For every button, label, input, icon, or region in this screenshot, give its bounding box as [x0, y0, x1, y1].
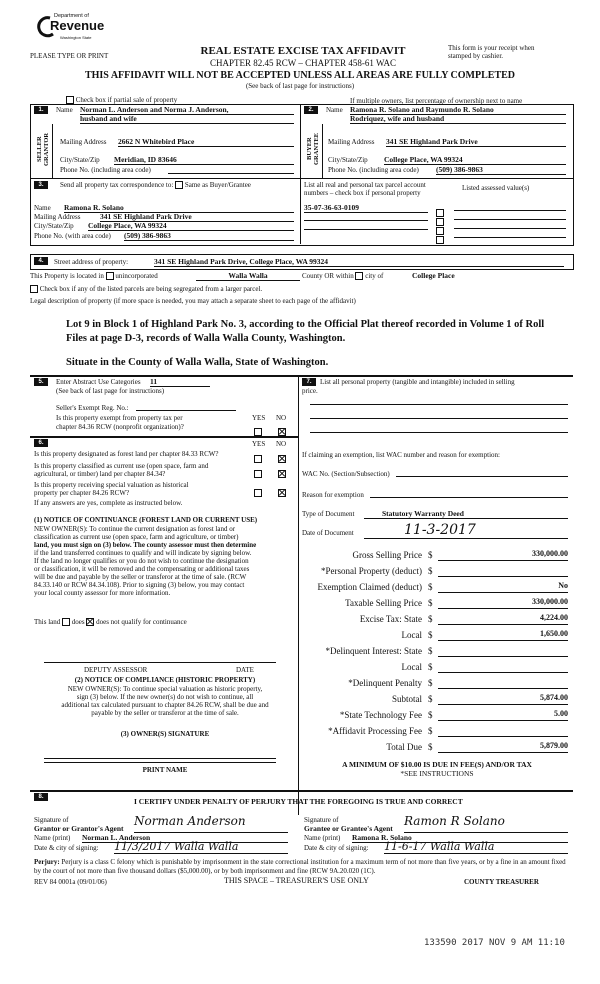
continuance-line: NEW OWNER(S): To continue the current designation as forest land or [34, 525, 236, 533]
fee-value[interactable]: 330,000.00 [438, 549, 568, 561]
see-instructions: *SEE INSTRUCTIONS [400, 769, 474, 778]
please-type: PLEASE TYPE OR PRINT [30, 52, 109, 60]
abstract-value[interactable]: 11 [150, 377, 210, 387]
historic-line: additional tax calculated pursuant to chapter 84.26 RCW, shall be due and [61, 701, 269, 709]
same-as-buyer-label: Same as Buyer/Grantee [184, 181, 251, 189]
grantor-sig-label1: Signature of [34, 816, 69, 824]
sec6-yes: YES [252, 440, 266, 448]
q-current-use-a: Is this property classified as current use (open space, farm and [34, 462, 209, 470]
sec3-mailing[interactable]: 341 SE Highland Park Drive [100, 212, 294, 222]
fee-label: Total Due [386, 742, 422, 752]
exempt-q1: Is this property exempt from property tax per [56, 414, 183, 422]
this-land-label: This land [34, 618, 61, 626]
grantor-signature[interactable]: Norman Anderson [134, 814, 288, 833]
sec7-num: 7. [302, 378, 316, 386]
buyer-city[interactable]: College Place, WA 99324 [384, 155, 566, 165]
legal-label: Legal description of property (if more space is needed, you may attach a separate sheet to each page of the affidavit) [30, 297, 356, 305]
sec2-num: 2. [304, 106, 318, 114]
owner-sig-label: (3) OWNER(S) SIGNATURE [120, 730, 210, 738]
personal-prop-line[interactable] [310, 432, 568, 433]
q-if-yes: If any answers are yes, complete as instructed below. [34, 499, 183, 507]
sec6-top-rule [30, 436, 298, 438]
sec3-phone-label: Phone No. (with area code) [34, 232, 111, 240]
grantee-sig-label1: Signature of [304, 816, 339, 824]
personal-prop-line[interactable] [310, 418, 568, 419]
personal-prop-line[interactable] [310, 404, 568, 405]
fee-currency: $ [428, 646, 433, 656]
fee-value[interactable]: 5,874.00 [438, 693, 568, 705]
fee-currency: $ [428, 742, 433, 752]
grantor-date[interactable]: 11/3/2017 Walla Walla [114, 840, 288, 854]
fee-currency: $ [428, 630, 433, 640]
fee-label: *Personal Property (deduct) [321, 566, 422, 576]
sec3-city-label: City/State/Zip [34, 222, 74, 230]
buyer-phone-label: Phone No. (including area code) [328, 166, 419, 174]
segregated-checkbox[interactable] [30, 285, 38, 293]
sec3-send-row [60, 181, 251, 189]
fee-row [302, 580, 572, 594]
does-label: does [71, 618, 85, 626]
receipt-note: This form is your receipt when stamped by cashier. [448, 44, 535, 60]
buyer-vlabel: BUYER GRANTEE [306, 132, 320, 166]
treasurer-use: THIS SPACE – TREASURER'S USE ONLY [224, 876, 369, 885]
fee-row [302, 612, 572, 626]
historic-no [278, 484, 286, 502]
fee-value[interactable]: No [438, 581, 568, 593]
buyer-mailing[interactable]: 341 SE Highland Park Drive [386, 137, 566, 147]
personal-prop-label2: price. [302, 387, 318, 395]
sec4-num: 4. [34, 257, 48, 265]
seller-mailing-label: Mailing Address [60, 138, 107, 146]
fee-row [302, 708, 572, 722]
street-address[interactable]: 341 SE Highland Park Drive, College Place, WA 99324 [154, 257, 564, 267]
sec8-num: 8. [34, 793, 48, 801]
parcel-4-personal [436, 231, 444, 249]
continuance-line: your local county assessor for more information. [34, 589, 171, 597]
street-label: Street address of property: [54, 258, 129, 266]
does-checkbox[interactable] [62, 618, 70, 626]
exempt-no [278, 423, 286, 441]
abstract-see-back: (See back of last page for instructions) [56, 387, 165, 395]
does-not-checkbox[interactable] [86, 618, 94, 626]
reason-value[interactable] [370, 497, 568, 498]
exempt-reg-value[interactable] [136, 410, 236, 411]
fee-value[interactable] [438, 661, 568, 673]
grantor-sig-label2: Grantor or Grantor's Agent [34, 824, 124, 833]
seller-mailing[interactable]: 2662 N Whitebird Place [118, 137, 294, 147]
forest-no-checkbox[interactable] [278, 455, 286, 463]
seller-name2[interactable]: husband and wife [80, 114, 294, 124]
historic-title: (2) NOTICE OF COMPLIANCE (HISTORIC PROPERTY) [74, 676, 256, 684]
historic-line: payable by the seller or transferor at the time of sale. [91, 709, 239, 717]
fee-row [302, 740, 572, 754]
assessed-1[interactable] [454, 210, 566, 211]
fee-currency: $ [428, 710, 433, 720]
fee-currency: $ [428, 614, 433, 624]
fee-label: Excise Tax: State [359, 614, 422, 624]
continuance-title: (1) NOTICE OF CONTINUANCE (FOREST LAND OR CURRENT USE) [34, 516, 258, 524]
buyer-mailing-label: Mailing Address [328, 138, 375, 146]
current-use-no-checkbox[interactable] [278, 470, 286, 478]
seller-vlabel: SELLER GRANTOR [36, 132, 50, 166]
within-city-checkbox[interactable] [355, 272, 363, 280]
fee-label: Local [401, 630, 422, 640]
fee-label: Gross Selling Price [352, 550, 422, 560]
logo-state: Washington State [60, 35, 92, 40]
seller-city-label: City/State/Zip [60, 156, 100, 164]
wac-no-label: WAC No. (Section/Subsection) [302, 470, 390, 478]
assessed-3[interactable] [454, 228, 566, 229]
grantee-sig-label2: Grantee or Grantee's Agent [304, 824, 393, 833]
sec5-7-divider [298, 375, 299, 815]
grantor-date-label: Date & city of signing: [34, 844, 99, 852]
sec3-num: 3. [34, 181, 48, 189]
fee-value[interactable] [438, 725, 568, 737]
segregated-row [30, 285, 262, 293]
fee-row [302, 692, 572, 706]
logo-dept: Department of [54, 13, 89, 19]
dor-logo [36, 12, 105, 46]
historic-text [34, 685, 296, 717]
fee-row [302, 724, 572, 738]
does-not-label: does not qualify for continuance [96, 618, 187, 626]
see-back: (See back of last page for instructions) [245, 82, 355, 90]
q-historic-b: property per chapter 84.26 RCW? [34, 489, 130, 497]
reason-label: Reason for exemption [302, 491, 364, 499]
fee-value[interactable]: 5.00 [438, 709, 568, 721]
seller-city[interactable]: Meridian, ID 83646 [114, 155, 294, 165]
abstract-label: Enter Abstract Use Categories [56, 378, 141, 386]
buyer-city-label: City/State/Zip [328, 156, 368, 164]
doc-type-label: Type of Document [302, 510, 355, 518]
fee-currency: $ [428, 726, 433, 736]
continuance-line: 84.33.140 or RCW 84.34.108). Prior to signing (3) below, you may contact [34, 581, 245, 589]
fee-currency: $ [428, 598, 433, 608]
fee-label: Taxable Selling Price [345, 598, 422, 608]
city-name[interactable]: College Place [412, 271, 455, 280]
parties-hline [30, 178, 573, 179]
unincorporated-label: unincorporated [115, 272, 158, 280]
current-use-yes [254, 465, 262, 483]
sec3-phone[interactable]: (509) 386-9863 [124, 231, 294, 241]
parcel-header: List all real and personal tax parcel account numbers – check box if personal property [304, 181, 426, 197]
grantee-name-label: Name (print) [304, 834, 341, 842]
exempt-yes [254, 423, 262, 441]
grantor-name[interactable]: Norman L. Anderson [82, 833, 288, 843]
fee-currency: $ [428, 550, 433, 560]
sec5-yes: YES [252, 414, 266, 422]
sec3-name[interactable]: Ramona R. Solano [64, 203, 294, 213]
grantee-date[interactable]: 11-6-17 Walla Walla [384, 840, 568, 854]
grantor-name-label: Name (print) [34, 834, 71, 842]
personal-prop-label1: List all personal property (tangible and intangible) included in selling [320, 378, 515, 386]
segregated-label: Check box if any of the listed parcels are being segregated from a larger parcel. [39, 285, 263, 293]
fee-value[interactable] [438, 645, 568, 657]
fee-currency: $ [428, 678, 433, 688]
located-label: This Property is located in [30, 272, 104, 280]
certify-text: I CERTIFY UNDER PENALTY OF PERJURY THAT THE FOREGOING IS TRUE AND CORRECT [134, 797, 463, 806]
perjury-label: Perjury: [34, 858, 60, 866]
assessed-2[interactable] [454, 219, 566, 220]
sec5-top-rule [30, 375, 573, 377]
fee-value[interactable]: 1,650.00 [438, 629, 568, 641]
buyer-name1[interactable]: Ramona R. Solano and Raymundo R. Solano [350, 105, 566, 115]
fee-value[interactable] [438, 677, 568, 689]
sec3-mailing-label: Mailing Address [34, 213, 81, 221]
sec3-city[interactable]: College Place, WA 99324 [88, 221, 294, 231]
fee-value[interactable]: 4,224.00 [438, 613, 568, 625]
doc-type-value[interactable]: Statutory Warranty Deed [364, 509, 568, 519]
current-use-yes-checkbox[interactable] [254, 470, 262, 478]
seller-phone[interactable] [168, 165, 294, 174]
city-of-label: city of [365, 272, 384, 280]
continuance-line: if the land transferred continues to qualify and will indicate by signing below. [34, 549, 252, 557]
fee-row [302, 660, 572, 674]
doc-date-label: Date of Document [302, 529, 354, 537]
grantee-name[interactable]: Ramona R. Solano [352, 833, 568, 843]
county-or-row [302, 272, 383, 280]
doc-date-value[interactable]: 11-3-2017 [364, 522, 568, 539]
minimum-note: A MINIMUM OF $10.00 IS DUE IN FEE(S) AND/OR TAX [342, 760, 532, 769]
fee-label: Exemption Claimed (deduct) [317, 582, 422, 592]
historic-yes [254, 484, 262, 502]
wac-claim-label: If claiming an exemption, list WAC number and reason for exemption: [302, 451, 500, 459]
perjury-note [34, 858, 570, 875]
historic-line: NEW OWNER(S): To continue special valuation as historic property, [67, 685, 263, 693]
fee-row [302, 548, 572, 562]
wac-no-value[interactable] [396, 476, 568, 477]
fee-row [302, 676, 572, 690]
parcel-4-checkbox[interactable] [436, 236, 444, 244]
print-name-line[interactable] [44, 762, 276, 763]
parties-divider [300, 104, 301, 178]
fee-row [302, 644, 572, 658]
fee-row [302, 564, 572, 578]
fee-label: *Delinquent Interest: State [325, 646, 422, 656]
q-historic-a: Is this property receiving special valuation as historical [34, 481, 189, 489]
buyer-vline [322, 124, 323, 178]
sec3-send-label: Send all property tax correspondence to: [60, 181, 174, 189]
continuance-line: or classification, it will be removed and the compensating or additional taxes [34, 565, 250, 573]
fee-label: *State Technology Fee [339, 710, 422, 720]
fee-currency: $ [428, 582, 433, 592]
county-or-label: County OR [302, 272, 335, 280]
q-forest: Is this property designated as forest land per chapter 84.33 RCW? [34, 450, 219, 458]
partial-sale-label: Check box if partial sale of property [75, 96, 178, 104]
deputy-line[interactable] [44, 662, 276, 663]
recording-stamp: 133590 2017 NOV 9 AM 11:10 [424, 938, 565, 948]
sec5-num: 5. [34, 378, 48, 386]
situate-text: Situate in the County of Walla Walla, State of Washington. [66, 357, 329, 368]
fee-currency: $ [428, 566, 433, 576]
within-label: within [335, 272, 354, 280]
continuance-line: If the land no longer qualifies or you do not wish to continue the designation [34, 557, 249, 565]
unincorporated-checkbox[interactable] [106, 272, 114, 280]
forest-yes-checkbox[interactable] [254, 455, 262, 463]
fee-label: Local [401, 662, 422, 672]
sec6-no: NO [276, 440, 287, 448]
form-title: REAL ESTATE EXCISE TAX AFFIDAVIT [200, 45, 406, 57]
county-treasurer: COUNTY TREASURER [464, 878, 539, 886]
same-as-buyer-checkbox[interactable] [175, 181, 183, 189]
assessed-4[interactable] [454, 237, 566, 238]
historic-line: sign (3) below. If the new owner(s) do not wish to continue, all [76, 693, 254, 701]
sec1-num: 1. [34, 106, 48, 114]
parcel-3[interactable] [304, 229, 428, 230]
historic-no-checkbox[interactable] [278, 489, 286, 497]
this-land-row [34, 618, 187, 626]
sec6-num: 6. [34, 439, 48, 447]
form-rev: REV 84 0001a (09/01/06) [34, 878, 107, 886]
legal-description[interactable]: Lot 9 in Block 1 of Highland Park No. 3, according to the Official Plat thereof recorded in Volume 1 of Roll Files at page D-3, records of Walla Walla County, Washington. [66, 319, 545, 344]
county-name[interactable]: Walla Walla [196, 271, 300, 281]
fee-row [302, 596, 572, 610]
continuance-line: classification as current use (open space, farm and agriculture, or timber) [34, 533, 239, 541]
buyer-name-label: Name [326, 106, 343, 114]
fee-value[interactable]: 330,000.00 [438, 597, 568, 609]
grantee-date-label: Date & city of signing: [304, 844, 369, 852]
seller-phone-label: Phone No. (including area code) [60, 166, 151, 174]
continuance-line: land, you must sign on (3) below. The county assessor must then determine [34, 541, 257, 549]
historic-yes-checkbox[interactable] [254, 489, 262, 497]
fee-label: Subtotal [391, 694, 422, 704]
grantee-signature[interactable]: Ramon R Solano [404, 814, 568, 833]
exempt-reg-label: Seller's Exempt Reg. No.: [56, 404, 129, 412]
continuance-text [34, 525, 296, 597]
buyer-name2[interactable]: Rodriquez, wife and husband [350, 114, 566, 124]
form-subtitle: CHAPTER 82.45 RCW – CHAPTER 458-61 WAC [210, 58, 396, 68]
continuance-line: will be due and payable by the seller or transferor at the time of sale. (RCW [34, 573, 247, 581]
parcel-1[interactable]: 35-07-36-63-0109 [304, 203, 428, 213]
sec8-top-rule [30, 790, 573, 792]
fee-label: *Affidavit Processing Fee [328, 726, 422, 736]
buyer-phone[interactable]: (509) 386-9863 [436, 165, 566, 175]
deputy-date-label: DATE [236, 666, 254, 674]
print-name-label: PRINT NAME [142, 766, 188, 774]
sec3-name-label: Name [34, 204, 51, 212]
sec3-divider [300, 178, 301, 244]
perjury-text: Perjury is a class C felony which is punishable by imprisonment in the state correctional institution for a maximum term of not more than five years, or by a fine in an amount fixed by the court of not more than five thousand dollars ($5,000.00), or by both imprisonment and fine (RCW 9A.20.020 (1C). [34, 858, 566, 875]
fee-currency: $ [428, 694, 433, 704]
seller-vline [52, 124, 53, 178]
assessed-header: Listed assessed value(s) [462, 184, 530, 192]
current-use-no [278, 465, 286, 483]
parcel-2[interactable] [304, 220, 428, 221]
warning: THIS AFFIDAVIT WILL NOT BE ACCEPTED UNLESS ALL AREAS ARE FULLY COMPLETED [84, 70, 516, 81]
fee-label: *Delinquent Penalty [348, 678, 422, 688]
seller-name-label: Name [56, 106, 73, 114]
seller-name1[interactable]: Norman L. Anderson and Norma J. Anderson, [80, 105, 294, 115]
logo-name: Revenue [50, 18, 105, 33]
fee-value[interactable]: 5,879.00 [438, 741, 568, 753]
fee-value[interactable] [438, 565, 568, 577]
fee-row [302, 628, 572, 642]
exempt-q2: chapter 84.36 RCW (nonprofit organization)? [56, 423, 184, 431]
located-row [30, 272, 158, 280]
q-current-use-b: agricultural, or timber) land per chapter 84.34? [34, 470, 166, 478]
fee-currency: $ [428, 662, 433, 672]
multiple-owners-note: If multiple owners, list percentage of ownership next to name [350, 97, 523, 105]
owner-sig-line[interactable] [44, 758, 276, 759]
sec5-no: NO [276, 414, 287, 422]
deputy-label: DEPUTY ASSESSOR [84, 666, 148, 674]
